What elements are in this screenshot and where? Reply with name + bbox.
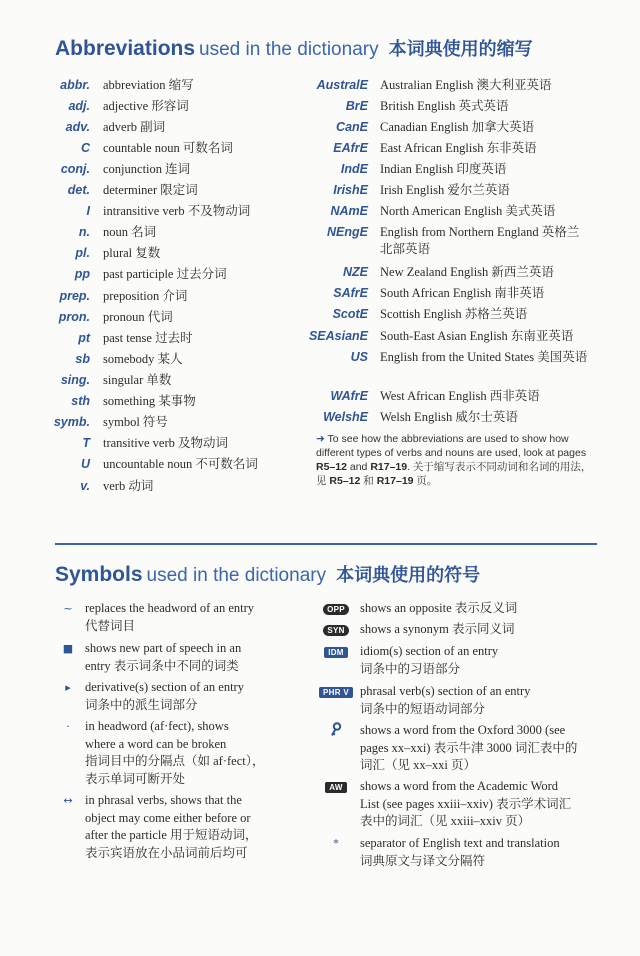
description-line: 词典原文与译文分隔符 bbox=[360, 853, 486, 868]
abbreviation-row bbox=[0, 409, 640, 429]
phrv-badge-icon: PHR V bbox=[318, 683, 354, 701]
abbreviation-meaning: West African English 西非英语 bbox=[380, 389, 540, 403]
square-icon: ■ bbox=[62, 642, 74, 655]
abbreviation-meaning: conjunction 连词 bbox=[103, 162, 191, 176]
abbreviations-title: Abbreviations bbox=[55, 37, 196, 60]
description-line: shows a word from the Academic Word bbox=[360, 779, 559, 793]
triangle-icon: ▸ bbox=[65, 681, 71, 694]
abbreviation-row bbox=[0, 478, 310, 498]
abbreviation-code: CanE bbox=[336, 120, 368, 134]
abbreviation-code: sb bbox=[75, 352, 90, 366]
opp-badge-icon: OPP bbox=[318, 600, 354, 618]
symbol-description bbox=[85, 640, 295, 675]
abbreviation-code: sth bbox=[71, 394, 90, 408]
symbol-description bbox=[360, 643, 620, 678]
note-text: 和 bbox=[360, 475, 377, 487]
symbol-description bbox=[85, 718, 295, 788]
abbreviation-code: IrishE bbox=[333, 183, 368, 197]
abbreviation-meaning: transitive verb 及物动词 bbox=[103, 436, 228, 450]
abbreviation-code: adv. bbox=[65, 120, 90, 134]
abbreviation-code: EAfrE bbox=[333, 141, 368, 155]
symbol-description bbox=[85, 792, 295, 862]
abbreviation-code: pt bbox=[78, 331, 90, 345]
description-line: derivative(s) section of an entry bbox=[85, 680, 244, 694]
abbreviation-code: det. bbox=[67, 183, 90, 197]
abbreviation-meaning: Indian English 印度英语 bbox=[380, 162, 507, 176]
note-text: and bbox=[346, 461, 371, 473]
abbreviation-code: NAmE bbox=[330, 204, 368, 218]
abbreviation-meaning: New Zealand English 新西兰英语 bbox=[380, 265, 554, 279]
abbreviation-meaning: past tense 过去时 bbox=[103, 331, 193, 345]
abbreviation-row bbox=[0, 456, 310, 476]
description-line: object may come either before or bbox=[85, 810, 251, 825]
abbreviation-meaning: adjective 形容词 bbox=[103, 99, 189, 113]
abbreviation-meaning: pronoun 代词 bbox=[103, 310, 173, 324]
abbreviation-meaning: uncountable noun 不可数名词 bbox=[103, 457, 258, 471]
description-line: 词条中的派生词部分 bbox=[85, 697, 198, 712]
note-page-ref: R17–19 bbox=[376, 475, 414, 487]
dot-icon: · bbox=[66, 720, 70, 733]
symbol-description bbox=[360, 683, 620, 718]
abbreviation-code: v. bbox=[80, 479, 90, 493]
abbreviation-meaning: Scottish English 苏格兰英语 bbox=[380, 307, 528, 321]
abbreviation-code: AustralE bbox=[316, 78, 368, 92]
description-line: separator of English text and translation bbox=[360, 836, 560, 850]
abbreviations-heading bbox=[55, 35, 533, 61]
description-line: List (see pages xxiii–xxiv) 表示学术词汇 bbox=[360, 796, 572, 811]
description-line: shows an opposite 表示反义词 bbox=[360, 601, 518, 615]
abbreviation-meaning: Irish English 爱尔兰英语 bbox=[380, 183, 510, 197]
abbreviation-code: pron. bbox=[58, 310, 90, 324]
abbreviation-meaning: plural 复数 bbox=[103, 246, 161, 260]
abbreviation-row bbox=[0, 98, 640, 118]
abbreviation-meaning: something 某事物 bbox=[103, 394, 196, 408]
description-line: after the particle 用于短语动词， bbox=[85, 828, 258, 842]
description-line: in headword (af·fect), shows bbox=[85, 719, 229, 733]
abbreviation-code: NZE bbox=[343, 265, 368, 279]
aw-badge-icon: AW bbox=[318, 778, 354, 796]
abbreviation-meaning: adverb 副词 bbox=[103, 120, 166, 134]
description-line: 词条中的短语动词部分 bbox=[360, 701, 486, 716]
abbreviation-code: T bbox=[82, 436, 90, 450]
double-arrow-icon: ↔ bbox=[63, 794, 73, 807]
abbreviation-meaning: countable noun 可数名词 bbox=[103, 141, 233, 155]
description-line: replaces the headword of an entry bbox=[85, 601, 255, 615]
abbreviation-meaning: verb 动词 bbox=[103, 479, 154, 493]
abbreviation-row bbox=[0, 264, 640, 284]
abbreviation-meaning: English from Northern England 英格兰北部英语 bbox=[380, 225, 580, 256]
description-line: 表示单词可断开处 bbox=[85, 771, 186, 786]
abbreviation-code: abbr. bbox=[60, 78, 90, 92]
note-page-ref: R17–19 bbox=[370, 461, 408, 473]
abbreviation-code: adj. bbox=[68, 99, 90, 113]
description-line: 词条中的习语部分 bbox=[360, 661, 461, 676]
abbreviation-row bbox=[0, 435, 310, 455]
abbreviation-row bbox=[0, 140, 640, 160]
note-text: . 关于缩写表示不同动词和名词的用法，见 bbox=[316, 461, 592, 487]
abbreviation-code: US bbox=[350, 350, 368, 364]
abbreviation-meaning: determiner 限定词 bbox=[103, 183, 198, 197]
section-divider bbox=[55, 543, 597, 545]
note-page-ref: R5–12 bbox=[316, 461, 347, 473]
abbreviation-code: U bbox=[80, 457, 90, 471]
symbols-title-cn: 本词典使用的符号 bbox=[336, 565, 481, 586]
abbreviation-meaning: abbreviation 缩写 bbox=[103, 78, 194, 92]
description-line: 表中的词汇（见 xxiii–xxiv 页） bbox=[360, 814, 531, 828]
abbreviation-row bbox=[0, 203, 640, 223]
idm-badge-icon: IDM bbox=[318, 643, 354, 661]
abbreviation-meaning: somebody 某人 bbox=[103, 352, 183, 366]
note-text: To see how the abbreviations are used to show how different types of verbs and nouns are used, look at pages bbox=[316, 433, 587, 459]
symbols-heading bbox=[55, 561, 480, 587]
abbreviations-subtitle: used in the dictionary bbox=[199, 39, 379, 60]
abbreviation-code: n. bbox=[78, 225, 90, 239]
note-text: 页。 bbox=[413, 475, 438, 487]
abbreviation-code: pl. bbox=[75, 246, 90, 260]
symbol-description bbox=[360, 835, 620, 870]
abbreviation-meaning: Canadian English 加拿大英语 bbox=[380, 120, 535, 134]
syn-badge-icon: SYN bbox=[318, 621, 354, 639]
abbreviation-row bbox=[0, 119, 640, 139]
description-line: shows a synonym 表示同义词 bbox=[360, 622, 515, 636]
abbreviation-code: sing. bbox=[60, 373, 90, 387]
symbol-description bbox=[360, 778, 620, 831]
asterisk-icon: * bbox=[333, 837, 339, 850]
abbreviation-meaning: past participle 过去分词 bbox=[103, 267, 227, 281]
symbol-description bbox=[85, 679, 295, 714]
abbreviation-code: SEAsianE bbox=[308, 329, 368, 343]
abbreviations-note bbox=[316, 432, 598, 488]
abbreviation-code: symb. bbox=[53, 415, 90, 429]
abbreviation-code: conj. bbox=[60, 162, 90, 176]
abbreviation-row bbox=[0, 306, 640, 326]
abbreviation-meaning: singular 单数 bbox=[103, 373, 172, 387]
abbreviation-code: WelshE bbox=[323, 410, 368, 424]
abbreviation-code: NEngE bbox=[327, 225, 368, 239]
abbreviation-code: prep. bbox=[59, 289, 90, 303]
abbreviation-row bbox=[0, 161, 640, 181]
abbreviation-meaning: British English 英式英语 bbox=[380, 99, 509, 113]
abbreviations-title-cn: 本词典使用的缩写 bbox=[388, 39, 533, 60]
description-line: phrasal verb(s) section of an entry bbox=[360, 684, 531, 698]
arrow-right-icon: ➜ bbox=[316, 433, 325, 445]
description-line: entry 表示词条中不同的词类 bbox=[85, 658, 239, 673]
abbreviation-meaning: noun 名词 bbox=[103, 225, 157, 239]
abbreviation-meaning: symbol 符号 bbox=[103, 415, 168, 429]
description-line: in phrasal verbs, shows that the bbox=[85, 793, 242, 807]
symbols-subtitle: used in the dictionary bbox=[146, 565, 327, 586]
description-line: where a word can be broken bbox=[85, 736, 227, 751]
abbreviation-row bbox=[0, 285, 640, 305]
abbreviation-row bbox=[0, 182, 640, 202]
abbreviation-code: IndE bbox=[340, 162, 368, 176]
description-line: shows a word from the Oxford 3000 (see bbox=[360, 723, 566, 737]
symbols-title: Symbols bbox=[55, 563, 143, 586]
abbreviation-row bbox=[0, 388, 640, 408]
description-line: 指词目中的分隔点（如 af·fect）， bbox=[85, 754, 265, 768]
symbol-description bbox=[360, 621, 620, 639]
description-line: shows new part of speech in an bbox=[85, 641, 242, 655]
description-line: 表示宾语放在小品词前后均可 bbox=[85, 845, 248, 860]
abbreviation-row bbox=[0, 77, 640, 97]
abbreviation-code: SAfrE bbox=[333, 286, 368, 300]
abbreviation-code: ScotE bbox=[332, 307, 368, 321]
abbreviation-meaning: English from the United States 美国英语 bbox=[380, 350, 588, 364]
abbreviation-row bbox=[0, 224, 640, 260]
abbreviation-meaning: Welsh English 威尔士英语 bbox=[380, 410, 518, 424]
description-line: idiom(s) section of an entry bbox=[360, 644, 499, 658]
abbreviation-meaning: South African English 南非英语 bbox=[380, 286, 545, 300]
symbol-description bbox=[85, 600, 295, 635]
abbreviation-code: pp bbox=[74, 267, 90, 281]
description-line: pages xx–xxi) 表示牛津 3000 词汇表中的 bbox=[360, 740, 578, 755]
abbreviation-meaning: Australian English 澳大利亚英语 bbox=[380, 78, 552, 92]
abbreviation-meaning: East African English 东非英语 bbox=[380, 141, 537, 155]
symbol-description bbox=[360, 722, 620, 775]
description-line: 代替词目 bbox=[85, 618, 136, 633]
abbreviation-code: C bbox=[80, 141, 90, 155]
description-line: 词汇（见 xx–xxi 页） bbox=[360, 758, 476, 772]
abbreviation-code: WAfrE bbox=[330, 389, 368, 403]
abbreviation-meaning: North American English 美式英语 bbox=[380, 204, 556, 218]
key-icon bbox=[318, 722, 354, 744]
abbreviation-meaning: preposition 介词 bbox=[103, 289, 188, 303]
abbreviation-meaning: intransitive verb 不及物动词 bbox=[103, 204, 251, 218]
symbol-description bbox=[360, 600, 620, 618]
tilde-icon: ~ bbox=[63, 602, 73, 615]
note-page-ref: R5–12 bbox=[329, 475, 361, 487]
abbreviation-row bbox=[0, 349, 640, 385]
abbreviation-meaning: South-East Asian English 东南亚英语 bbox=[380, 329, 574, 343]
abbreviation-code: I bbox=[86, 204, 90, 218]
abbreviation-row bbox=[0, 328, 640, 348]
abbreviation-code: BrE bbox=[345, 99, 368, 113]
